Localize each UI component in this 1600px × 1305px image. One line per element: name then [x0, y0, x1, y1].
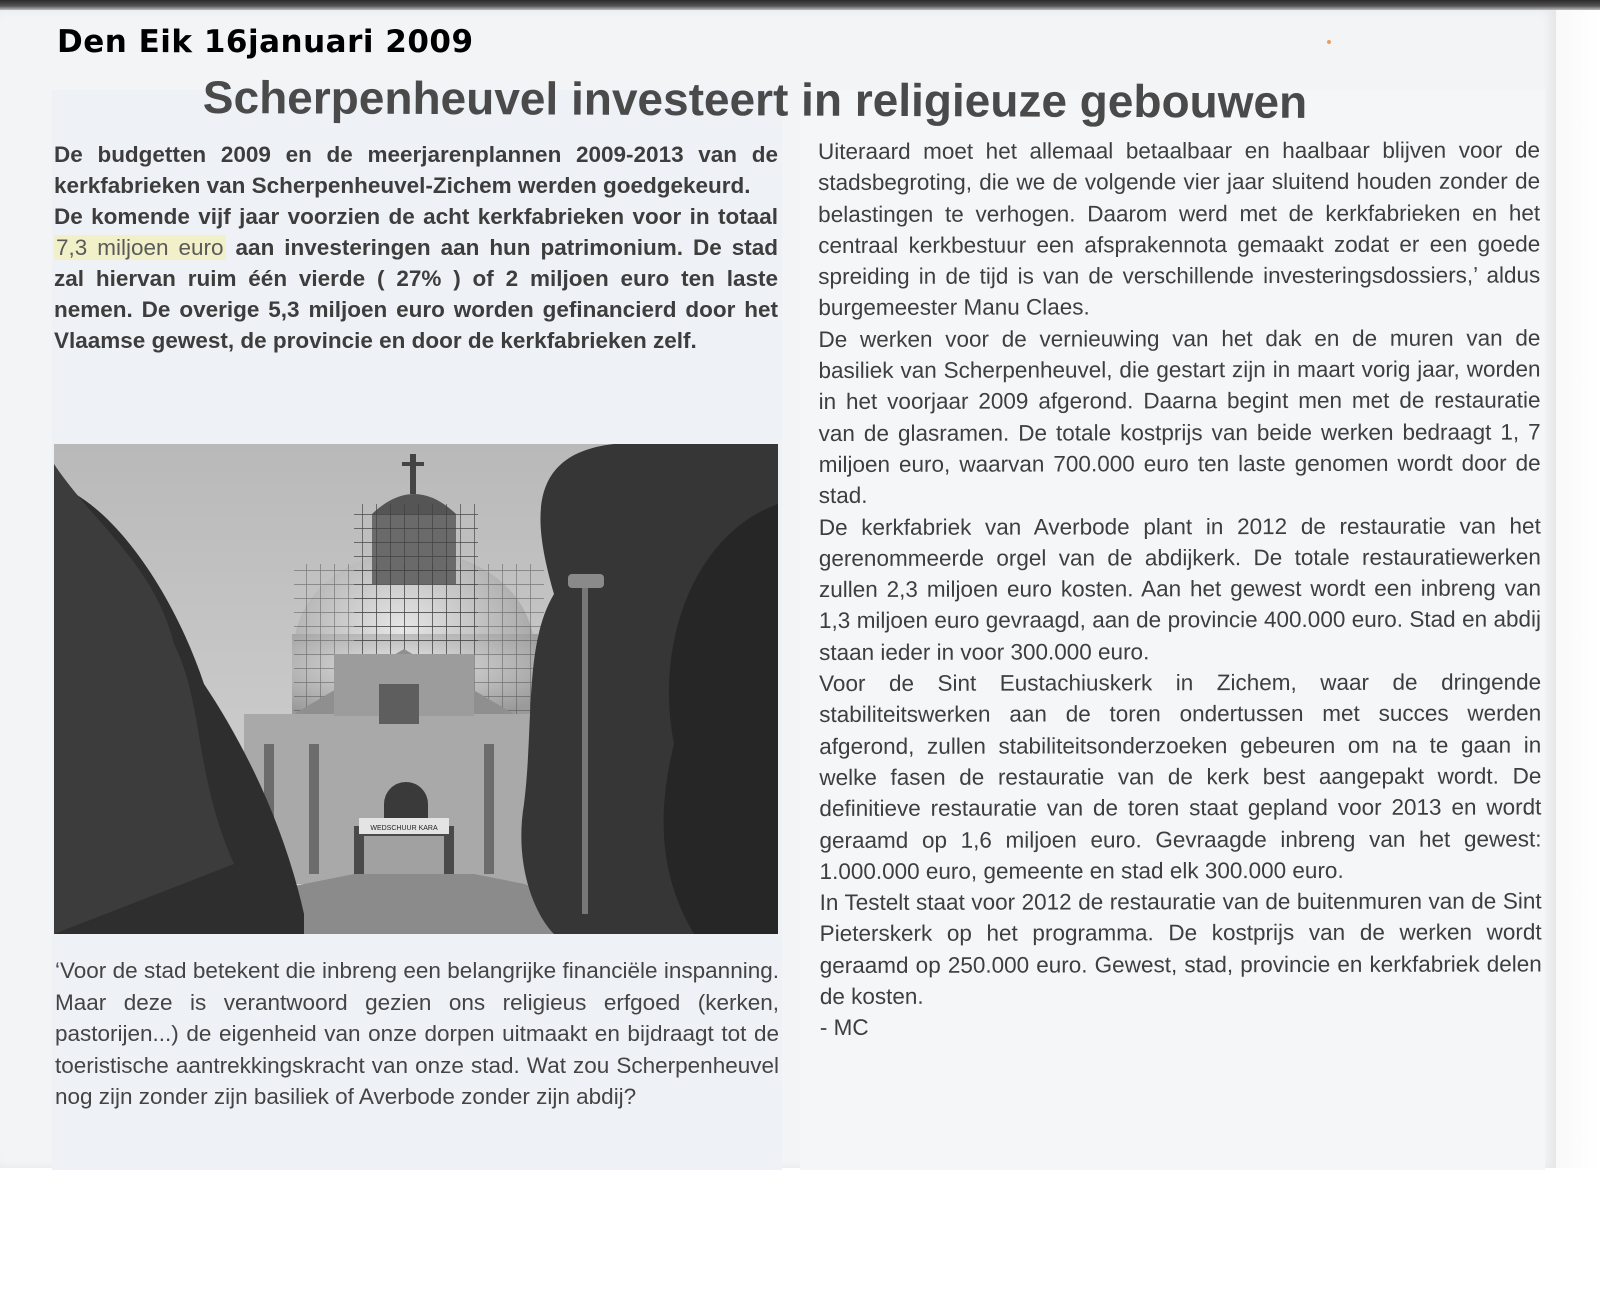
article-right-column	[818, 134, 1542, 1043]
basilica-photo-illustration	[54, 444, 778, 934]
highlighted-amount: 7,3 miljoen euro	[56, 235, 224, 260]
intro-paragraph-2	[54, 201, 778, 356]
intro-paragraph-1: De budgetten 2009 en de meerjarenplannen 2009-2013 van de kerkfabrieken van Scherpenheuvel-Zichem werden goedgekeurd.	[54, 142, 778, 198]
article-intro	[54, 139, 778, 356]
author-signature: - MC	[819, 1015, 869, 1041]
body-paragraph-2: De werken voor de vernieuwing van het dak en de muren van de basiliek van Scherpenheuvel, die gestart zijn in maart vorig jaar, worden in het voorjaar 2009 afgerond. Daarna begint men met de restauratie van de glasramen. De totale kostprijs van beide werken bedraagt 1, 7 miljoen euro, waarvan 700.000 euro ten laste genomen wordt door de stad.	[818, 325, 1541, 509]
article-quote	[55, 955, 779, 1113]
source-label: Den Eik 16januari 2009	[57, 24, 474, 60]
basilica-photo	[54, 444, 778, 934]
body-paragraph-5: In Testelt staat voor 2012 de restauratie van de buitenmuren van de Sint Pieterskerk op het programma. De kostprijs van de werken wordt geraamd op 250.000 euro. Gewest, stad, provincie en kerkfabriek delen de kosten.	[819, 888, 1542, 1010]
intro-text-after: aan investeringen aan hun patrimonium. De stad zal hiervan ruim één vierde ( 27% ) of 2 miljoen euro ten laste nemen. De overige 5,3 miljoen euro worden gefinancierd door het Vlaamse gewest, de provincie en door de kerkfabrieken zelf.	[54, 235, 779, 353]
body-paragraph-3: De kerkfabriek van Averbode plant in 2012 de restauratie van het gerenommeerde orgel van de abdijkerk. De totale restauratiewerken zullen 2,3 miljoen euro kosten. Aan het gewest wordt een inbreng van 1,3 miljoen euro gevraagd, aan de provincie 400.000 euro. Stad en abdij staan ieder in voor 300.000 euro.	[818, 513, 1542, 665]
scan-top-border	[0, 0, 1600, 10]
quote-paragraph: ‘Voor de stad betekent die inbreng een belangrijke financiële inspanning. Maar deze is verantwoord gezien ons religieus erfgoed (kerken, pastorijen...) de eigenheid van onze dorpen uitmaakt en bijdraagt tot de toeristische aantrekkingskracht van onze stad. Wat zou Scherpenheuvel nog zijn zonder zijn basiliek of Averbode zonder zijn abdij?	[55, 958, 779, 1109]
ink-speck	[1327, 40, 1331, 44]
body-paragraph-1: Uiteraard moet het allemaal betaalbaar en haalbaar blijven voor de stadsbegroting, die we de volgende vier jaar sluitend houden zonder de belastingen te verhogen. Daarom werd met de kerkfabrieken en het centraal kerkbestuur een afsprakennota gemaakt zodat er een goede spreiding in de tijd is van de verschillende investeringsdossiers,’ aldus burgemeester Manu Claes.	[818, 137, 1541, 321]
body-paragraph-4: Voor de Sint Eustachiuskerk in Zichem, waar de dringende stabiliteitswerken aan de toren ondertussen met succes werden afgerond, zullen stabiliteitsonderzoeken gebeuren om na te gaan in welke fasen de restauratie van de kerk best aangepakt wordt. De definitieve restauratie van de toren staat gepland voor 2013 en wordt geraamd op 1,6 miljoen euro. Gevraagde inbreng van het gewest: 1.000.000 euro, gemeente en stad elk 300.000 euro.	[819, 669, 1542, 884]
intro-text-before: De komende vijf jaar voorzien de acht kerkfabrieken voor in totaal	[54, 204, 778, 229]
page-margin	[1556, 10, 1600, 1168]
article-headline: Scherpenheuvel investeert in religieuze gebouwen	[202, 70, 1308, 128]
lamp-post	[582, 584, 588, 914]
entrance-sign-text: WEDSCHUUR KARA	[370, 825, 438, 832]
